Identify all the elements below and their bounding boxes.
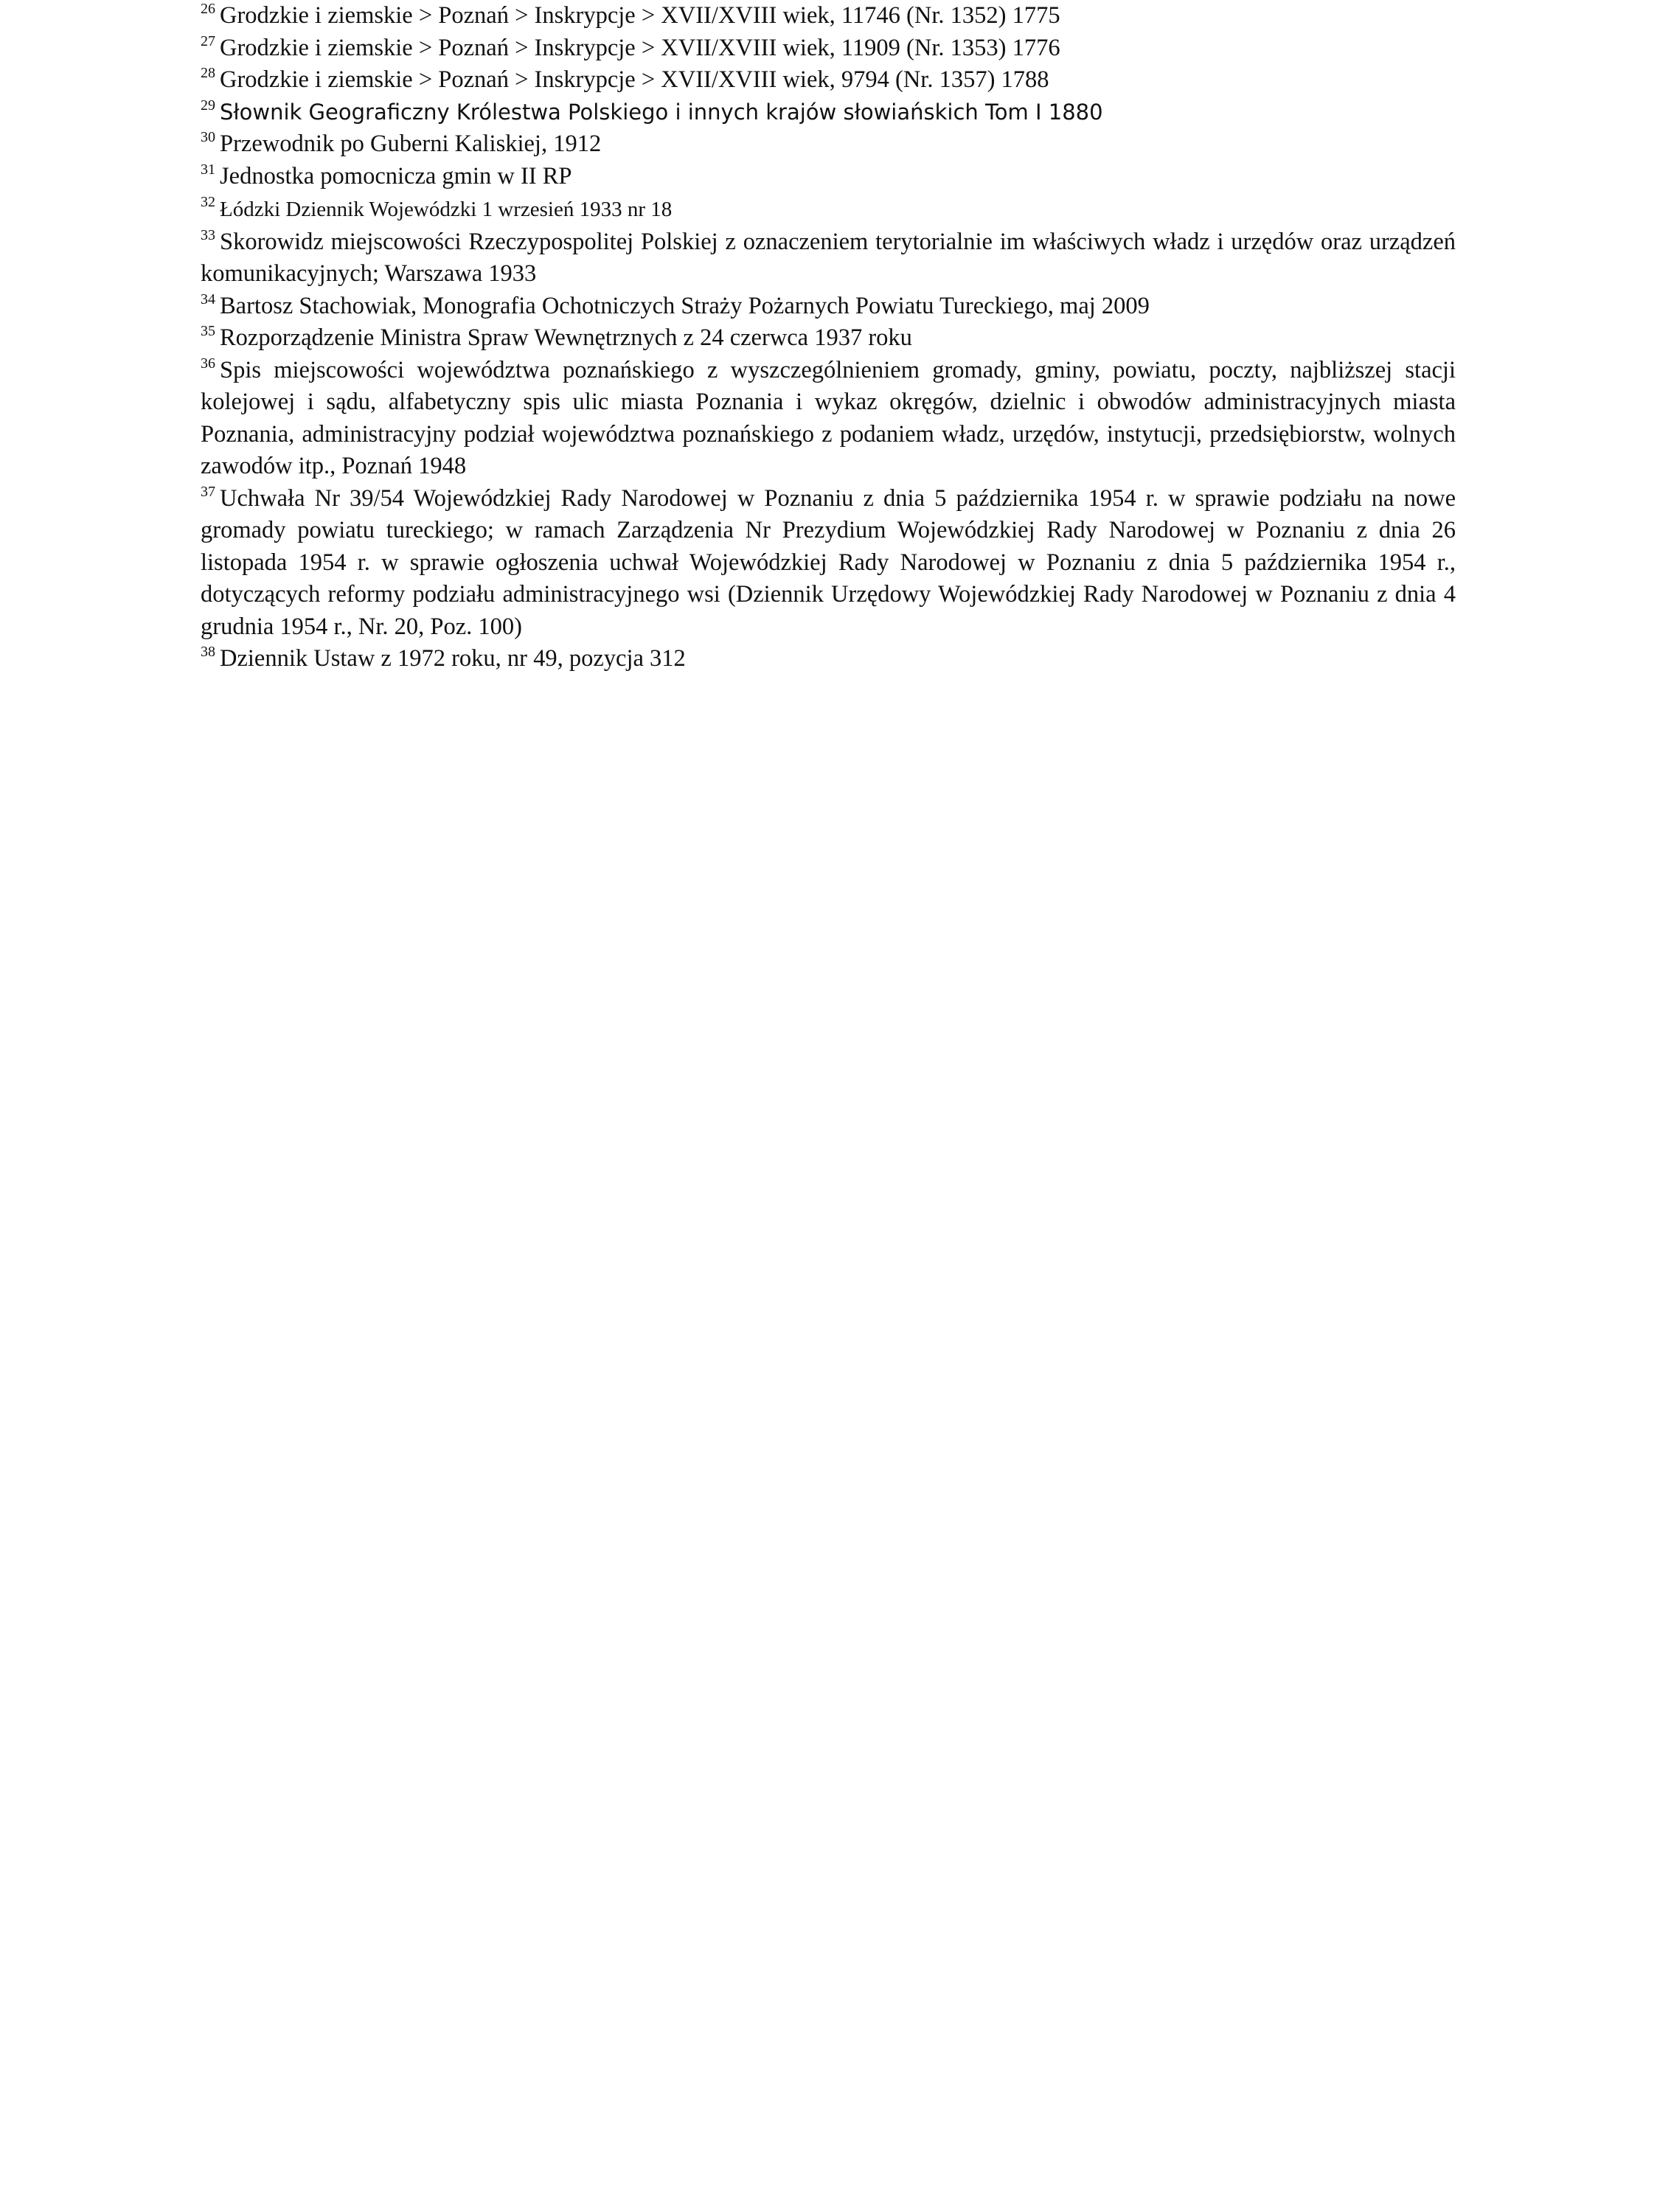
- footnote-number: 38: [201, 644, 215, 660]
- footnote-30: [201, 128, 1456, 161]
- footnote-27: [201, 32, 1456, 65]
- footnote-29: [201, 97, 1456, 129]
- footnote-36: [201, 355, 1456, 483]
- footnote-31: [201, 161, 1456, 193]
- footnote-28: [201, 64, 1456, 97]
- footnote-text: Grodzkie i ziemskie > Poznań > Inskrypcje > XVII/XVIII wiek, 11909 (Nr. 1353) 1776: [220, 34, 1060, 61]
- footnote-number: 36: [201, 355, 215, 372]
- footnote-34: [201, 291, 1456, 323]
- footnote-text: Grodzkie i ziemskie > Poznań > Inskrypcje > XVII/XVIII wiek, 11746 (Nr. 1352) 1775: [220, 2, 1060, 29]
- footnote-number: 30: [201, 129, 215, 145]
- footnote-37: [201, 483, 1456, 644]
- footnote-text: Jednostka pomocnicza gmin w II RP: [220, 162, 572, 189]
- footnote-number: 35: [201, 323, 215, 339]
- footnote-text: Spis miejscowości województwa poznańskiego z wyszczególnieniem gromady, gminy, powiatu, poczty, najbliższej stacji kolejowej i sądu, alfabetyczny spis ulic miasta Poznania i wykaz okręgów, dzielnic i obwodów administracyjnych miasta Poznania, administracyjny podział województwa poznańskiego z podaniem władz, urzędów, instytucji, przedsiębiorstw, wolnych zawodów itp., Poznań 1948: [201, 356, 1456, 479]
- footnote-number: 37: [201, 483, 215, 500]
- footnote-number: 32: [201, 194, 215, 210]
- footnote-text: Słownik Geograficzny Królestwa Polskiego i innych krajów słowiańskich Tom I 1880: [220, 99, 1103, 125]
- footnote-text: Łódzki Dziennik Wojewódzki 1 wrzesień 1933 nr 18: [220, 198, 673, 221]
- footnote-number: 31: [201, 161, 215, 178]
- footnotes-list: [201, 0, 1456, 675]
- footnote-number: 27: [201, 32, 215, 49]
- footnote-text: Dziennik Ustaw z 1972 roku, nr 49, pozycja 312: [220, 645, 686, 672]
- footnote-number: 26: [201, 1, 215, 17]
- footnote-number: 34: [201, 291, 215, 307]
- footnote-33: [201, 226, 1456, 291]
- footnote-text: Rozporządzenie Ministra Spraw Wewnętrznych z 24 czerwca 1937 roku: [220, 324, 912, 351]
- footnote-text: Skorowidz miejscowości Rzeczypospolitej Polskiej z oznaczeniem terytorialnie im właściwych władz i urzędów oraz urządzeń komunikacyjnych; Warszawa 1933: [201, 228, 1456, 287]
- footnote-32: [201, 194, 1456, 226]
- footnote-number: 33: [201, 226, 215, 243]
- footnote-text: Grodzkie i ziemskie > Poznań > Inskrypcje > XVII/XVIII wiek, 9794 (Nr. 1357) 1788: [220, 66, 1049, 93]
- footnote-text: Przewodnik po Guberni Kaliskiej, 1912: [220, 131, 602, 157]
- footnote-26: [201, 0, 1456, 32]
- footnote-number: 29: [201, 97, 215, 114]
- footnote-35: [201, 322, 1456, 355]
- footnote-text: Bartosz Stachowiak, Monografia Ochotniczych Straży Pożarnych Powiatu Tureckiego, maj 2009: [220, 292, 1150, 319]
- footnote-text: Uchwała Nr 39/54 Wojewódzkiej Rady Narodowej w Poznaniu z dnia 5 października 1954 r. w sprawie podziału na nowe gromady powiatu tureckiego; w ramach Zarządzenia Nr Prezydium Wojewódzkiej Rady Narodowej w Poznaniu z dnia 26 listopada 1954 r. w sprawie ogłoszenia uchwał Wojewódzkiej Rady Narodowej w Poznaniu z dnia 5 października 1954 r., dotyczących reformy podziału administracyjnego wsi (Dziennik Urzędowy Wojewódzkiej Rady Narodowej w Poznaniu z dnia 4 grudnia 1954 r., Nr. 20, Poz. 100): [201, 484, 1456, 640]
- footnote-38: [201, 643, 1456, 675]
- footnote-number: 28: [201, 65, 215, 81]
